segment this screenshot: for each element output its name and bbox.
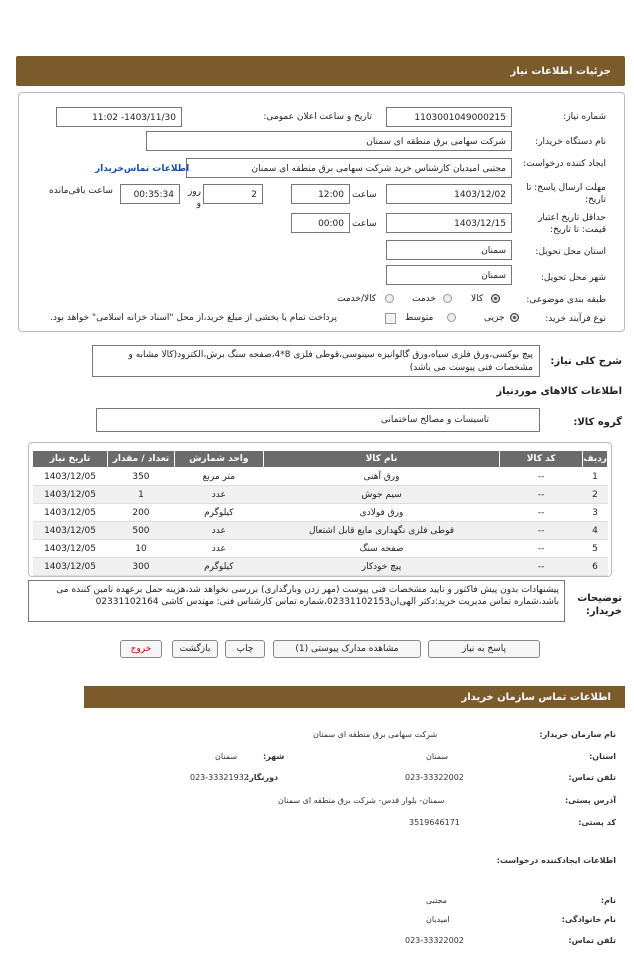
category-goods-label: کالا (471, 294, 484, 304)
creator-name-value: مجتبی (426, 896, 447, 905)
table-row (33, 468, 608, 486)
province-field: سمنان (386, 240, 512, 260)
category-both-label: کالا/خدمت (337, 294, 377, 304)
contact-phone-label: تلفن تماس: (568, 773, 616, 782)
goods-group-value: تاسیسات و مصالح ساختمانی (380, 415, 489, 425)
goods-group-box (96, 408, 540, 432)
cell-item-unit: کیلوگرم (174, 504, 263, 522)
col-date: تاریخ نیاز (33, 451, 108, 468)
contact-title: اطلاعات تماس سازمان خریدار (461, 692, 611, 703)
creator-phone-value: 023-33322002 (405, 936, 464, 945)
contact-province-value: سمنان (426, 752, 449, 761)
contact-fax-value: 023-33321932 (190, 773, 249, 782)
table-row (33, 486, 608, 504)
contact-postal-label: کد پستی: (578, 818, 616, 827)
reply-button[interactable]: پاسخ به نیاز (428, 640, 540, 658)
summary-box: پیچ بوکسی،ورق فلزی سیاه،ورق گالوانیزه سینوسی،قوطی فلزی 8*4،صفحه سنگ برش،الکترود(کالا مشابه و مشخصات فنی پیوست می باشد) (92, 345, 540, 377)
cell-row-number: 6 (583, 558, 608, 576)
category-goods-radio[interactable] (491, 294, 500, 303)
exit-button[interactable]: خروج (120, 640, 162, 658)
cell-item-code: -- (500, 558, 583, 576)
cell-item-code: -- (500, 486, 583, 504)
page-title-bar (16, 56, 625, 86)
contact-address-label: آدرس پستی: (565, 796, 616, 805)
days-left-field: 2 (203, 184, 263, 204)
cell-item-qty: 500 (108, 522, 175, 540)
cell-item-qty: 300 (108, 558, 175, 576)
province-label: استان محل تحویل: (535, 247, 606, 257)
contact-city-label: شهر: (263, 752, 285, 761)
col-qty: تعداد / مقدار (108, 451, 175, 468)
process-label: نوع فرآیند خرید: (545, 314, 606, 324)
category-service-label: خدمت (412, 294, 436, 304)
payment-note: پرداخت تمام یا بخشی از مبلغ خرید،از محل "اسناد خزانه اسلامی" خواهد بود. (50, 313, 338, 323)
cell-row-number: 3 (583, 504, 608, 522)
cell-item-qty: 200 (108, 504, 175, 522)
validity-date-field: 1403/12/15 (386, 213, 512, 233)
announce-label: تاریخ و ساعت اعلان عمومی: (263, 112, 372, 122)
cell-item-name: ورق آهنی (263, 468, 500, 486)
need-number-field: 1103001049000215 (386, 107, 512, 127)
deadline-date-field: 1403/12/02 (386, 184, 512, 204)
category-label: طبقه بندی موضوعی: (526, 295, 606, 305)
contact-org-value: شرکت سهامی برق منطقه ای سمنان (313, 730, 438, 739)
deadline-time-label: ساعت (352, 190, 377, 200)
remaining-label: ساعت باقی‌مانده (49, 186, 113, 196)
creator-name-label: نام: (600, 896, 616, 905)
cell-item-code: -- (500, 522, 583, 540)
cell-row-number: 5 (583, 540, 608, 558)
cell-item-code: -- (500, 540, 583, 558)
cell-item-name: سیم جوش (263, 486, 500, 504)
contact-postal-value: 3519646171 (409, 818, 460, 827)
buyer-label: نام دستگاه خریدار: (535, 137, 606, 147)
process-medium-label: متوسط (405, 313, 434, 323)
cell-item-code: -- (500, 468, 583, 486)
validity-time-field: 00:00 (291, 213, 350, 233)
col-name: نام کالا (263, 451, 500, 468)
cell-item-code: -- (500, 504, 583, 522)
validity-label: حداقل تاریخ اعتبار قیمت: تا تاریخ: (538, 213, 606, 235)
validity-time-label: ساعت (352, 219, 377, 229)
cell-item-name: صفحه سنگ (263, 540, 500, 558)
cell-row-number: 2 (583, 486, 608, 504)
treasury-checkbox[interactable] (385, 313, 396, 324)
cell-item-unit: عدد (174, 486, 263, 504)
creator-family-label: نام خانوادگی: (561, 915, 616, 924)
back-button[interactable]: بازگشت (172, 640, 218, 658)
cell-item-unit: کیلوگرم (174, 558, 263, 576)
cell-item-unit: عدد (174, 540, 263, 558)
cell-item-name: ورق فولادی (263, 504, 500, 522)
creator-field: مجتبی امیدیان کارشناس خرید شرکت سهامی برق منطقه ای سمنان (186, 158, 512, 178)
table-row (33, 540, 608, 558)
deadline-label: مهلت ارسال پاسخ: تا تاریخ: (526, 183, 606, 205)
contact-phone-value: 023-33322002 (405, 773, 464, 782)
cell-item-date: 1403/12/05 (33, 504, 108, 522)
process-minor-radio[interactable] (510, 313, 519, 322)
city-field: سمنان (386, 265, 512, 285)
creator-family-value: امیدیان (426, 915, 450, 924)
announce-field: 1403/11/30- 11:02 (56, 107, 182, 127)
contact-org-label: نام سازمان خریدار: (539, 730, 616, 739)
creator-label: ایجاد کننده درخواست: (523, 159, 606, 169)
process-minor-label: جزیی (484, 313, 505, 323)
table-row (33, 504, 608, 522)
deadline-time-field: 12:00 (291, 184, 350, 204)
table-row (33, 558, 608, 576)
contact-city-value: سمنان (215, 752, 238, 761)
buyer-field: شرکت سهامی برق منطقه ای سمنان (146, 131, 512, 151)
cell-item-unit: عدد (174, 522, 263, 540)
cell-item-qty: 350 (108, 468, 175, 486)
cell-item-qty: 10 (108, 540, 175, 558)
cell-item-name: قوطی فلزی نگهداری مایع قابل اشتعال (263, 522, 500, 540)
days-label: روز و (187, 187, 201, 209)
goods-table (32, 450, 608, 576)
contact-fax-label: دورنگار: (246, 773, 279, 782)
cell-item-date: 1403/12/05 (33, 540, 108, 558)
attachments-button[interactable]: مشاهده مدارک پیوستی (1) (273, 640, 421, 658)
notes-box: پیشنهادات بدون پیش فاکتور و تایید مشخصات فنی پیوست (مهر زدن وبارگذاری) بررسی نخواهد شد،هزینه حمل برعهده تامین کننده می باشد،شماره تماس مدیریت خرید:دکتر الهی‌ان02331102153،شماره تماس کارشناس فنی: مهندس کاشی 02331102164 (28, 580, 565, 622)
creator-info-title: اطلاعات ایجادکننده درخواست: (496, 856, 616, 865)
cell-row-number: 4 (583, 522, 608, 540)
notes-label: توضیحات خریدار: (577, 593, 622, 617)
city-label: شهر محل تحویل: (540, 273, 606, 283)
need-number-label: شماره نیاز: (563, 112, 606, 122)
cell-item-date: 1403/12/05 (33, 486, 108, 504)
contact-province-label: استان: (589, 752, 616, 761)
cell-item-date: 1403/12/05 (33, 522, 108, 540)
remaining-time-field: 00:35:34 (120, 184, 180, 204)
page-title: جزئیات اطلاعات نیاز (510, 66, 611, 77)
process-medium-radio[interactable] (447, 313, 456, 322)
category-service-radio[interactable] (443, 294, 452, 303)
table-row (33, 522, 608, 540)
goods-title: اطلاعات کالاهای موردنیاز (496, 386, 622, 397)
print-button[interactable]: چاپ (225, 640, 265, 658)
col-unit: واحد شمارش (174, 451, 263, 468)
col-row: ردیف (583, 451, 608, 468)
goods-group-label: گروه کالا: (573, 417, 622, 428)
col-code: کد کالا (500, 451, 583, 468)
cell-item-date: 1403/12/05 (33, 468, 108, 486)
contact-address-value: سمنان- بلوار قدس- شرکت برق منطقه ای سمنان (278, 796, 445, 805)
summary-label: شرح کلی نیاز: (550, 356, 622, 367)
contact-title-bar (84, 686, 625, 708)
contact-buyer-link[interactable]: اطلاعات تماس‌خریدار (95, 164, 190, 174)
cell-item-qty: 1 (108, 486, 175, 504)
cell-row-number: 1 (583, 468, 608, 486)
cell-item-date: 1403/12/05 (33, 558, 108, 576)
cell-item-unit: متر مربع (174, 468, 263, 486)
creator-phone-label: تلفن تماس: (568, 936, 616, 945)
category-both-radio[interactable] (385, 294, 394, 303)
cell-item-name: پیچ خودکار (263, 558, 500, 576)
goods-table-header (33, 451, 608, 468)
